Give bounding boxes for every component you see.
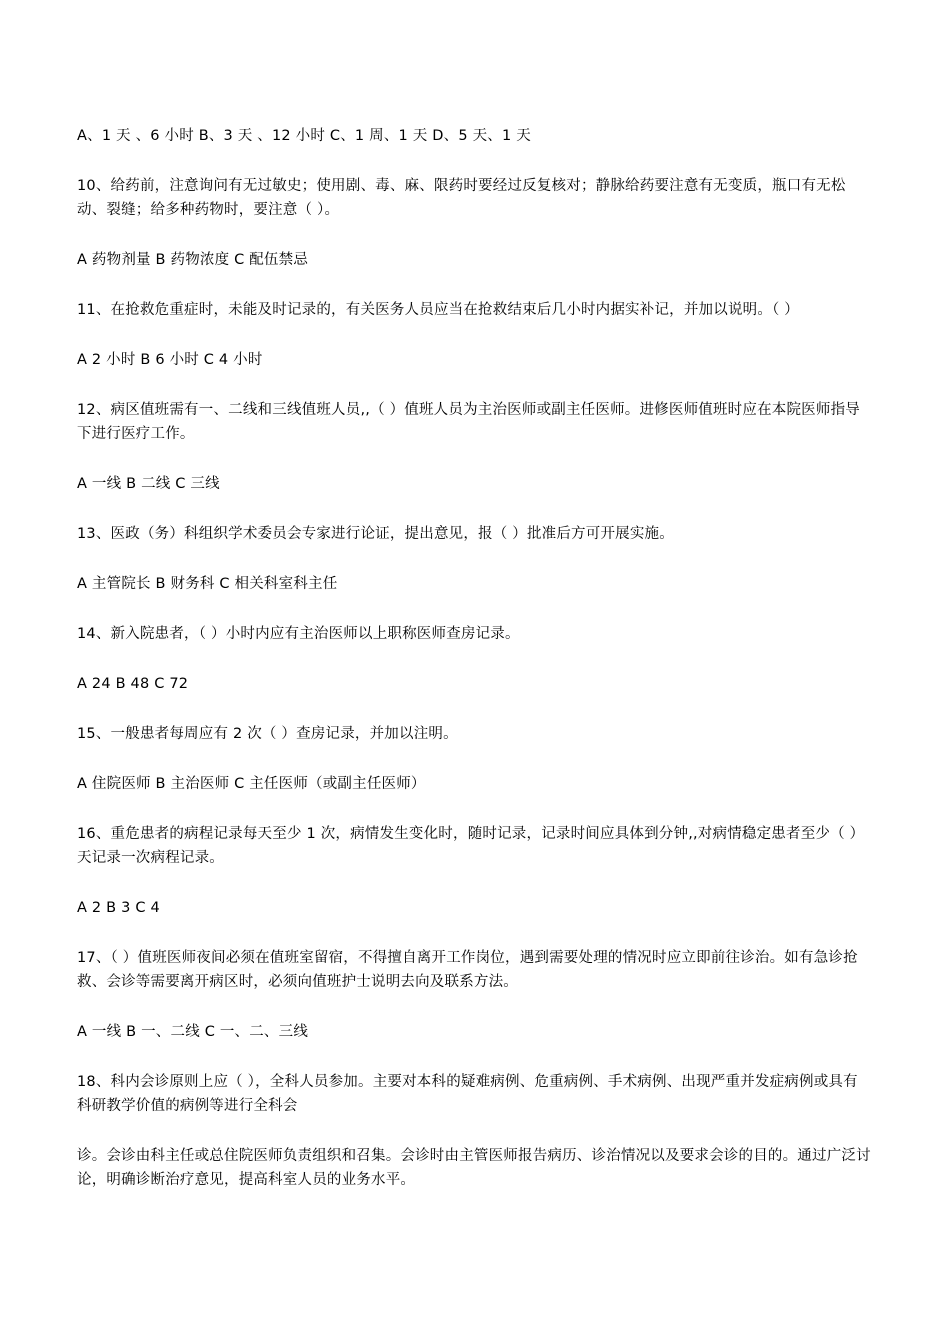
question-15: 15、一般患者每周应有 2 次（ ）查房记录，并加以注明。 — [77, 726, 458, 742]
question-11: 11、在抢救危重症时，未能及时记录的，有关医务人员应当在抢救结束后几小时内据实补记，并加以说明。（ ） — [77, 302, 800, 318]
question-17: 17、（ ）值班医师夜间必须在值班室留宿，不得擅自离开工作岗位，遇到需要处理的情况时应立即前往诊治。如有急诊抢救、会诊等需要离开病区时，必须向值班护士说明去向及联系方法。 — [77, 950, 858, 990]
question-14: 14、新入院患者，（ ）小时内应有主治医师以上职称医师查房记录。 — [77, 626, 520, 642]
answer-options-14: A 24 B 48 C 72 — [77, 676, 189, 692]
answer-options-15: A 住院医师 B 主治医师 C 主任医师（或副主任医师） — [77, 776, 426, 792]
document-body — [77, 124, 872, 1218]
question-12: 12、病区值班需有一、二线和三线值班人员,,（ ）值班人员为主治医师或副主任医师。进修医师值班时应在本院医师指导下进行医疗工作。 — [77, 402, 860, 442]
answer-options-12: A 一线 B 二线 C 三线 — [77, 476, 220, 492]
answer-options-11: A 2 小时 B 6 小时 C 4 小时 — [77, 352, 263, 368]
question-13: 13、医政（务）科组织学术委员会专家进行论证，提出意见，报（ ）批准后方可开展实施。 — [77, 526, 674, 542]
question-18: 18、科内会诊原则上应（ ），全科人员参加。主要对本科的疑难病例、危重病例、手术病例、出现严重并发症病例或具有科研教学价值的病例等进行全科会 — [77, 1074, 858, 1114]
question-18-continued: 诊。会诊由科主任或总住院医师负责组织和召集。会诊时由主管医师报告病历、诊治情况以及要求会诊的目的。通过广泛讨论，明确诊断治疗意见，提高科室人员的业务水平。 — [77, 1148, 871, 1188]
answer-options-9: A、1 天 、6 小时 B、3 天 、12 小时 C、1 周、1 天 D、5 天、1 天 — [77, 128, 531, 144]
answer-options-16: A 2 B 3 C 4 — [77, 900, 160, 916]
answer-options-13: A 主管院长 B 财务科 C 相关科室科主任 — [77, 576, 338, 592]
answer-options-17: A 一线 B 一、二线 C 一、二、三线 — [77, 1024, 309, 1040]
question-16: 16、重危患者的病程记录每天至少 1 次，病情发生变化时，随时记录，记录时间应具体到分钟,,对病情稳定患者至少（ ）天记录一次病程记录。 — [77, 826, 865, 866]
question-10: 10、给药前，注意询问有无过敏史；使用剧、毒、麻、限药时要经过反复核对；静脉给药要注意有无变质，瓶口有无松动、裂缝；给多种药物时，要注意（ ）。 — [77, 178, 846, 218]
answer-options-10: A 药物剂量 B 药物浓度 C 配伍禁忌 — [77, 252, 309, 268]
